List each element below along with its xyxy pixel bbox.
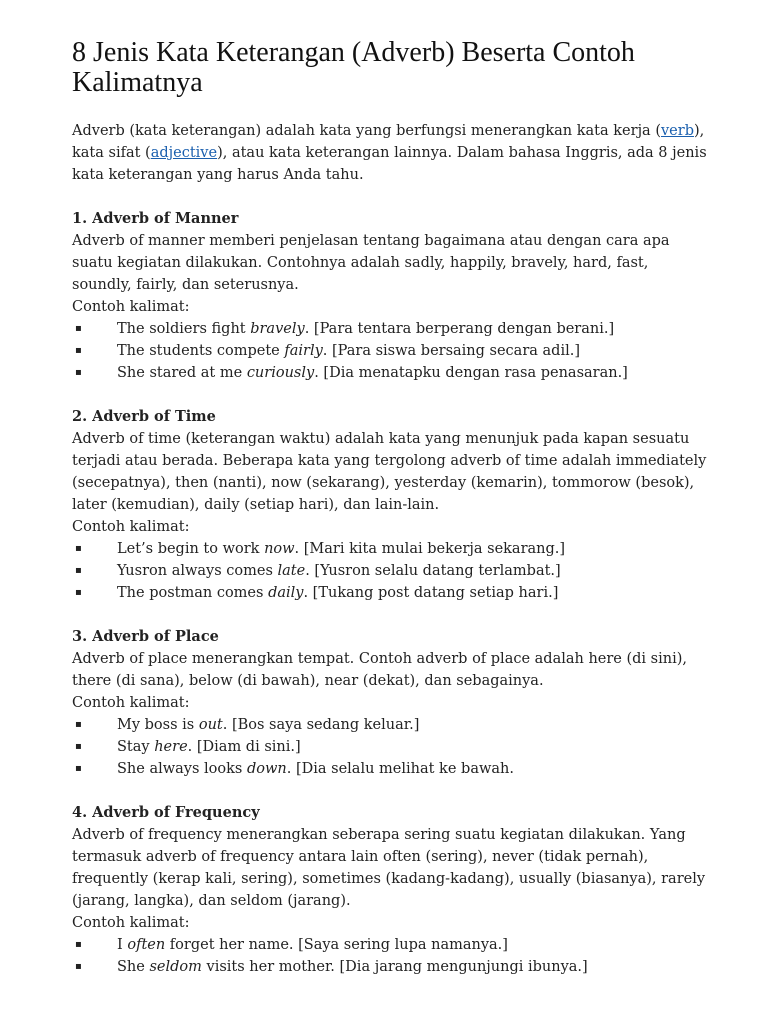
contoh-label: Contoh kalimat: — [72, 299, 190, 315]
example-list — [72, 714, 728, 780]
adjective-link[interactable]: adjective — [150, 145, 218, 161]
example-translation: . [Para siswa bersaing secara adil.] — [322, 343, 580, 359]
example-emphasis: late — [277, 563, 306, 579]
example-emphasis: now — [264, 541, 295, 557]
example-text: Stay — [117, 739, 155, 755]
bullet-icon: ▪ — [75, 587, 82, 598]
example-text: She stared at me — [117, 365, 247, 381]
section-adverb-of-manner — [72, 208, 728, 384]
example-translation: visits her mother. [Dia jarang mengunjungi ibunya.] — [201, 959, 588, 975]
example-translation: . [Mari kita mulai bekerja sekarang.] — [294, 541, 566, 557]
bullet-icon: ▪ — [75, 961, 82, 972]
example-text: She — [117, 959, 150, 975]
example-emphasis: curiously — [246, 365, 315, 381]
example-text: The students compete — [117, 343, 285, 359]
example-translation: . [Dia selalu melihat ke bawah. — [286, 761, 514, 777]
example-text: Yusron always comes — [117, 563, 278, 579]
contoh-label: Contoh kalimat: — [72, 915, 190, 931]
example-text: I — [117, 937, 128, 953]
intro-text-3: ), atau kata keterangan lainnya. Dalam bahasa Inggris, ada 8 jenis kata keterangan yang harus Anda tahu. — [72, 145, 707, 183]
bullet-icon: ▪ — [75, 345, 82, 356]
intro-paragraph — [72, 120, 712, 186]
example-list — [72, 934, 728, 978]
example-emphasis: down — [246, 761, 287, 777]
section-title: 1. Adverb of Manner — [72, 210, 239, 227]
section-title: 4. Adverb of Frequency — [72, 804, 260, 821]
example-emphasis: fairly — [284, 343, 323, 359]
example-translation: . [Dia menatapku dengan rasa penasaran.] — [314, 365, 628, 381]
section-description: Adverb of manner memberi penjelasan tentang bagaimana atau dengan cara apa suatu kegiatan dilakukan. Contohnya adalah sadly, happily, bravely, hard, fast, soundly, fairly, dan seterusnya. — [72, 233, 670, 293]
example-item — [72, 318, 728, 340]
example-emphasis: here — [154, 739, 188, 755]
example-item — [72, 714, 728, 736]
bullet-icon: ▪ — [75, 741, 82, 752]
bullet-icon: ▪ — [75, 939, 82, 950]
example-emphasis: seldom — [149, 959, 202, 975]
section-description: Adverb of time (keterangan waktu) adalah kata yang menunjuk pada kapan sesuatu terjadi atau berada. Beberapa kata yang tergolong adverb of time adalah immediately (secepatnya), then (nanti), now (sekarang), yesterday (kemarin), tommorow (besok), later (kemudian), daily (setiap hari), dan lain-lain. — [72, 431, 707, 513]
example-translation: . [Tukang post datang setiap hari.] — [303, 585, 559, 601]
example-item — [72, 538, 728, 560]
intro-text-2: ), kata sifat ( — [72, 123, 705, 161]
example-list — [72, 318, 728, 384]
page-title: 8 Jenis Kata Keterangan (Adverb) Beserta Contoh Kalimatnya — [72, 37, 635, 98]
bullet-icon: ▪ — [75, 763, 82, 774]
example-translation: . [Bos saya sedang keluar.] — [222, 717, 420, 733]
bullet-icon: ▪ — [75, 323, 82, 334]
intro-text-1: Adverb (kata keterangan) adalah kata yang berfungsi menerangkan kata kerja ( — [72, 123, 661, 139]
section-title: 2. Adverb of Time — [72, 408, 216, 425]
section-adverb-of-time — [72, 406, 728, 604]
verb-link[interactable]: verb — [660, 123, 694, 139]
example-list — [72, 538, 728, 604]
example-translation: forget her name. [Saya sering lupa namanya.] — [165, 937, 508, 953]
section-adverb-of-place — [72, 626, 728, 780]
example-text: She always looks — [117, 761, 247, 777]
bullet-icon: ▪ — [75, 543, 82, 554]
example-item — [72, 582, 728, 604]
example-item — [72, 340, 728, 362]
example-emphasis: bravely — [250, 321, 305, 337]
example-translation: . [Yusron selalu datang terlambat.] — [305, 563, 561, 579]
example-text: The soldiers fight — [117, 321, 251, 337]
section-title: 3. Adverb of Place — [72, 628, 219, 645]
example-translation: . [Para tentara berperang dengan berani.] — [304, 321, 615, 337]
example-emphasis: often — [127, 937, 166, 953]
contoh-label: Contoh kalimat: — [72, 519, 190, 535]
section-description: Adverb of place menerangkan tempat. Contoh adverb of place adalah here (di sini), there (di sana), below (di bawah), near (dekat), dan sebagainya. — [72, 651, 688, 689]
example-text: Let’s begin to work — [117, 541, 265, 557]
example-emphasis: out — [198, 717, 223, 733]
section-description: Adverb of frequency menerangkan seberapa sering suatu kegiatan dilakukan. Yang termasuk adverb of frequency antara lain often (sering), never (tidak pernah), frequently (kerap kali, sering), sometimes (kadang-kadang), usually (biasanya), rarely (jarang, langka), dan seldom (jarang). — [72, 827, 706, 909]
example-item — [72, 736, 728, 758]
example-item — [72, 956, 728, 978]
bullet-icon: ▪ — [75, 719, 82, 730]
example-translation: . [Diam di sini.] — [187, 739, 301, 755]
example-emphasis: daily — [268, 585, 304, 601]
example-item — [72, 758, 728, 780]
example-item — [72, 934, 728, 956]
section-adverb-of-frequency — [72, 802, 728, 978]
contoh-label: Contoh kalimat: — [72, 695, 190, 711]
example-text: The postman comes — [117, 585, 269, 601]
bullet-icon: ▪ — [75, 367, 82, 378]
example-text: My boss is — [117, 717, 199, 733]
example-item — [72, 362, 728, 384]
bullet-icon: ▪ — [75, 565, 82, 576]
example-item — [72, 560, 728, 582]
